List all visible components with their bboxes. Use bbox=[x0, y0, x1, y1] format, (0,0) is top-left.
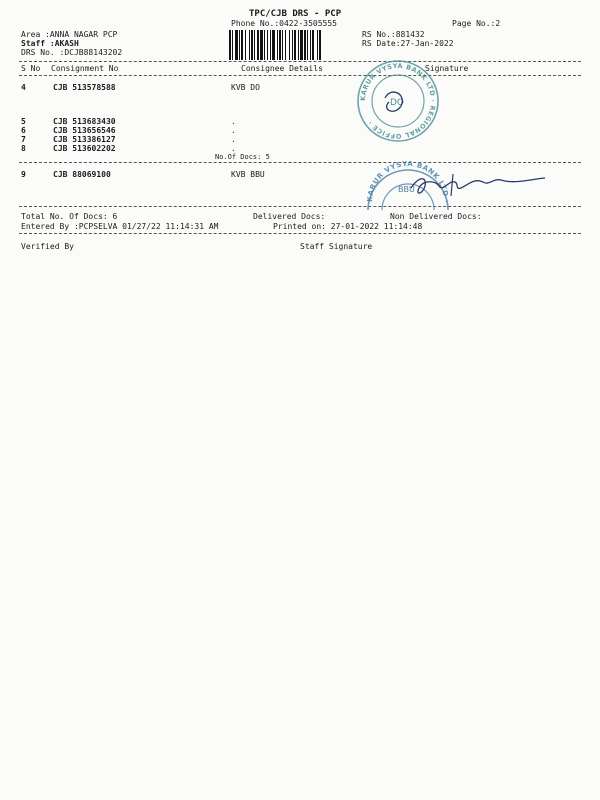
row-consignment: CJB 513602202 bbox=[53, 144, 116, 153]
row-consignee: . bbox=[231, 144, 236, 153]
row-sno: 7 bbox=[21, 135, 26, 144]
row-consignment: CJB 513683430 bbox=[53, 117, 116, 126]
docs-count: No.Of Docs: 5 bbox=[215, 153, 270, 161]
bank-seal-stamp bbox=[355, 58, 441, 144]
row-consignment: CJB 513656546 bbox=[53, 126, 116, 135]
stamp-ring-text: KARUR VYSYA BANK LTD · REGIONAL OFFICE · bbox=[358, 61, 438, 141]
delivered-docs: Delivered Docs: bbox=[253, 212, 326, 221]
col-header-sno: S No bbox=[21, 64, 41, 73]
drs-number: DRS No. :DCJB88143202 bbox=[21, 48, 123, 57]
phone-number: Phone No.:0422-3505555 bbox=[231, 19, 337, 28]
row-consignee: . bbox=[231, 117, 236, 126]
header-rule-top bbox=[19, 61, 581, 62]
rs-date: RS Date:27-Jan-2022 bbox=[362, 39, 454, 48]
group-rule bbox=[19, 206, 581, 207]
row-consignee: KVB DO bbox=[231, 83, 260, 92]
staff-label: Staff :AKASH bbox=[21, 39, 79, 48]
row-consignment: CJB 88069100 bbox=[53, 170, 111, 179]
stamp-ring-text: KARUR VYSYA BANK LTD · bbox=[365, 159, 451, 204]
row-consignee: . bbox=[231, 135, 236, 144]
header-rule-bottom bbox=[19, 75, 581, 76]
row-sno: 6 bbox=[21, 126, 26, 135]
page-number: Page No.:2 bbox=[452, 19, 501, 28]
col-header-consignment: Consignment No bbox=[51, 64, 119, 73]
row-sno: 4 bbox=[21, 83, 26, 92]
footer-rule bbox=[19, 233, 581, 234]
stamp-inner-text: BBU bbox=[398, 185, 415, 194]
entered-by: Entered By :PCPSELVA 01/27/22 11:14:31 AM bbox=[21, 222, 219, 231]
total-docs: Total No. Of Docs: 6 bbox=[21, 212, 118, 221]
non-delivered-docs: Non Delivered Docs: bbox=[390, 212, 482, 221]
row-consignment: CJB 513578588 bbox=[53, 83, 116, 92]
row-sno: 9 bbox=[21, 170, 26, 179]
document-title: TPC/CJB DRS - PCP bbox=[249, 9, 342, 19]
barcode bbox=[229, 30, 353, 60]
group-rule bbox=[19, 162, 581, 163]
verified-by-label: Verified By bbox=[21, 242, 74, 251]
row-consignment: CJB 513386127 bbox=[53, 135, 116, 144]
rs-number: RS No.:881432 bbox=[362, 30, 425, 39]
row-consignee: . bbox=[231, 126, 236, 135]
printed-on: Printed on: 27-01-2022 11:14:48 bbox=[273, 222, 423, 231]
area-label: Area :ANNA NAGAR PCP bbox=[21, 30, 118, 39]
staff-signature-label: Staff Signature bbox=[300, 242, 373, 251]
handwritten-signature bbox=[405, 166, 550, 202]
row-sno: 8 bbox=[21, 144, 26, 153]
stamp-inner-text: DO bbox=[390, 98, 405, 108]
col-header-consignee: Consignee Details bbox=[241, 64, 323, 73]
col-header-signature: Signature bbox=[425, 64, 469, 73]
row-sno: 5 bbox=[21, 117, 26, 126]
row-consignee: KVB BBU bbox=[231, 170, 265, 179]
